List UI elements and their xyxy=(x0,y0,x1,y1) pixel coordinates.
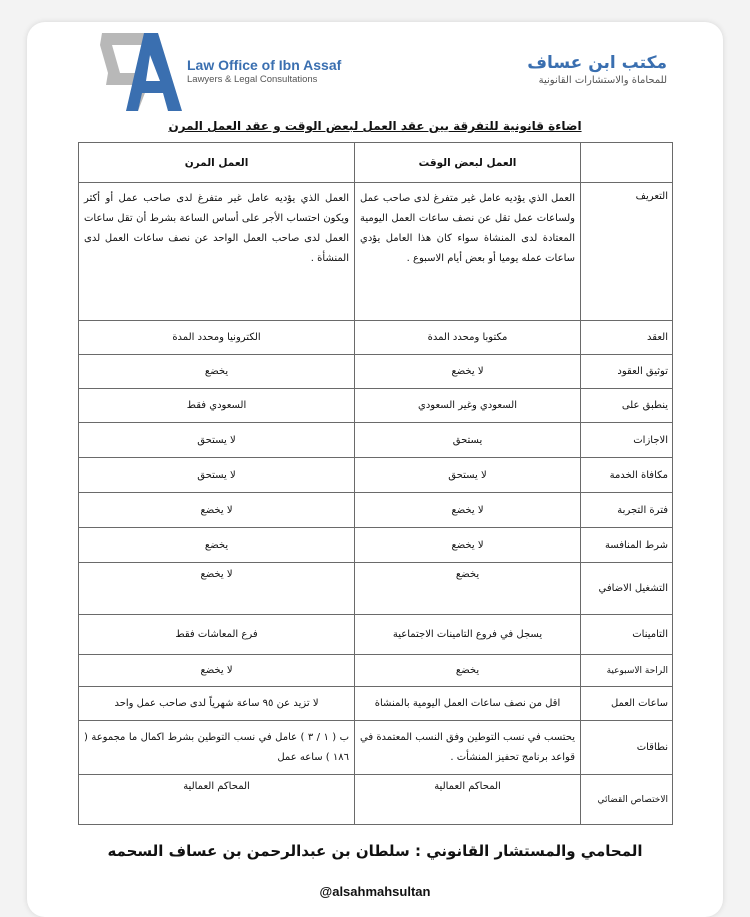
social-handle: @alsahmahsultan xyxy=(319,884,431,899)
table-row xyxy=(79,721,673,775)
row-label: الراحة الاسبوعية xyxy=(581,655,673,687)
flexible-cell: المحاكم العمالية xyxy=(79,775,355,825)
header-part-time: العمل لبعض الوقت xyxy=(355,143,581,183)
row-label: ساعات العمل xyxy=(581,687,673,721)
flexible-cell: الكترونيا ومحدد المدة xyxy=(79,321,355,355)
row-label: التامينات xyxy=(581,615,673,655)
flexible-cell: لا يخضع xyxy=(79,655,355,687)
table-row xyxy=(79,655,673,687)
logo-english xyxy=(187,57,341,85)
table-row xyxy=(79,355,673,389)
row-label: التشغيل الاضافي xyxy=(581,563,673,615)
flexible-cell: ب ( ١ / ٣ ) عامل في نسب التوطين بشرط اكمال ما مجموعة ( ١٨٦ ) ساعه عمل xyxy=(79,721,355,775)
part-time-cell: اقل من نصف ساعات العمل اليومية بالمنشاة xyxy=(355,687,581,721)
row-label: نطاقات xyxy=(581,721,673,775)
row-label: ينطبق على xyxy=(581,389,673,423)
logo-ar-subtitle: للمحاماة والاستشارات القانونية xyxy=(538,75,667,86)
table-row xyxy=(79,528,673,563)
row-label: فترة التجربة xyxy=(581,493,673,528)
table-row xyxy=(79,423,673,458)
logo-ar-name: مكتب ابن عساف xyxy=(527,53,667,73)
part-time-cell: مكتوبا ومحدد المدة xyxy=(355,321,581,355)
table-row xyxy=(79,687,673,721)
row-label: مكافاة الخدمة xyxy=(581,458,673,493)
row-label: شرط المنافسة xyxy=(581,528,673,563)
flexible-cell: يخضع xyxy=(79,355,355,389)
part-time-cell: يستحق xyxy=(355,423,581,458)
table-row xyxy=(79,563,673,615)
row-label: العقد xyxy=(581,321,673,355)
part-time-cell: لا يستحق xyxy=(355,458,581,493)
part-time-cell: يحتسب في نسب التوطين وفق النسب المعتمدة في قواعد برنامج تحفيز المنشأت . xyxy=(355,721,581,775)
part-time-cell: العمل الذي يؤديه عامل غير متفرغ لدى صاحب عمل ولساعات عمل تقل عن نصف ساعات العمل اليومية المعتادة لدى المنشاة سواء كان هذا العامل يؤدي ساعات عمله يوميا أو بعض أيام الاسبوع . xyxy=(355,183,581,321)
header-label-cell xyxy=(581,143,673,183)
part-time-cell: السعودي وغير السعودي xyxy=(355,389,581,423)
row-label: الاجازات xyxy=(581,423,673,458)
row-label: الاختصاص القضائي xyxy=(581,775,673,825)
table-row xyxy=(79,775,673,825)
logo-en-name: Law Office of Ibn Assaf xyxy=(187,57,342,73)
part-time-cell: يخضع xyxy=(355,655,581,687)
table-row xyxy=(79,183,673,321)
row-label: التعريف xyxy=(581,183,673,321)
lawyer-signature-line: المحامي والمستشار القانوني : سلطان بن عبدالرحمن بن عساف السحمه xyxy=(107,842,643,860)
flexible-cell: العمل الذي يؤديه عامل غير متفرغ لدى صاحب عمل أو أكثر ويكون احتساب الأجر على أساس الساعة بشرط أن تقل ساعات العمل لدى صاحب العمل الواحد عن نصف ساعات العمل لدى المنشأة . xyxy=(79,183,355,321)
table-row xyxy=(79,389,673,423)
flexible-cell: لا تزيد عن ٩٥ ساعة شهرياً لدى صاحب عمل واحد xyxy=(79,687,355,721)
header-flexible: العمل المرن xyxy=(79,143,355,183)
flexible-cell: يخضع xyxy=(79,528,355,563)
part-time-cell: لا يخضع xyxy=(355,355,581,389)
part-time-cell: لا يخضع xyxy=(355,493,581,528)
comparison-table xyxy=(78,142,673,825)
table-header-row xyxy=(79,143,673,183)
table-row xyxy=(79,615,673,655)
logo-en-subtitle: Lawyers & Legal Consultations xyxy=(187,74,318,85)
part-time-cell: يسجل في فروع التامينات الاجتماعية xyxy=(355,615,581,655)
part-time-cell: لا يخضع xyxy=(355,528,581,563)
flexible-cell: لا يستحق xyxy=(79,423,355,458)
document-title: اضاءة قانونية للتفرقة بين عقد العمل لبعض الوقت و عقد العمل المرن xyxy=(168,119,582,133)
law-office-logo-icon xyxy=(98,33,184,111)
flexible-cell: لا يستحق xyxy=(79,458,355,493)
table-row xyxy=(79,493,673,528)
flexible-cell: لا يخضع xyxy=(79,493,355,528)
logo-arabic xyxy=(527,53,667,86)
table-row xyxy=(79,321,673,355)
flexible-cell: فرع المعاشات فقط xyxy=(79,615,355,655)
row-label: توثيق العقود xyxy=(581,355,673,389)
part-time-cell: يخضع xyxy=(355,563,581,615)
flexible-cell: لا يخضع xyxy=(79,563,355,615)
table-row xyxy=(79,458,673,493)
part-time-cell: المحاكم العمالية xyxy=(355,775,581,825)
flexible-cell: السعودي فقط xyxy=(79,389,355,423)
